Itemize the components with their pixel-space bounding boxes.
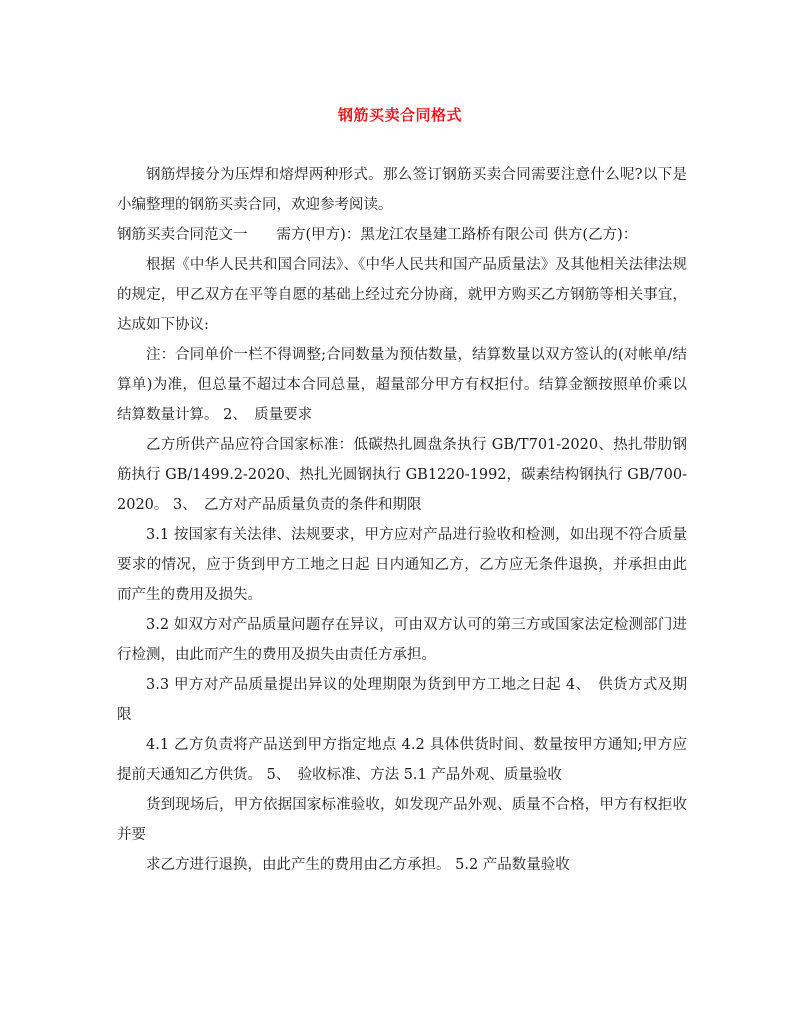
paragraph-clause-3-3: 3.3 甲方对产品质量提出异议的处理期限为货到甲方工地之日起 4、 供货方式及期限 <box>117 677 687 723</box>
document-body <box>117 160 687 880</box>
paragraph-intro: 钢筋焊接分为压焊和熔焊两种形式。那么签订钢筋买卖合同需要注意什么呢?以下是小编整理的钢筋买卖合同，欢迎参考阅读。 <box>117 167 687 213</box>
paragraph-parties: 钢筋买卖合同范文一 需方(甲方)：黑龙江农垦建工路桥有限公司 供方(乙方)： <box>117 227 638 243</box>
paragraph-clause-3-2: 3.2 如双方对产品质量问题存在异议，可由双方认可的第三方或国家法定检测部门进行检测，由此而产生的费用及损失由责任方承担。 <box>117 617 687 663</box>
paragraph-quality-standard: 乙方所供产品应符合国家标准：低碳热扎圆盘条执行 GB/T701-2020、热扎带肋钢筋执行 GB/1499.2-2020、热扎光圆钢执行 GB1220-1992，碳素结构钢执行 GB/700-2020。 3、 乙方对产品质量负责的条件和期限 <box>117 437 687 513</box>
paragraph-clause-3-1: 3.1 按国家有关法律、法规要求，甲方应对产品进行验收和检测，如出现不符合质量要求的情况，应于货到甲方工地之日起 日内通知乙方，乙方应无条件退换，并承担由此而产生的费用及损失。 <box>117 527 687 603</box>
paragraph-legal-basis: 根据《中华人民共和国合同法》、《中华人民共和国产品质量法》及其他相关法律法规的规定，甲乙双方在平等自愿的基础上经过充分协商，就甲方购买乙方钢筋等相关事宜，达成如下协议: <box>117 257 687 333</box>
document-title: 钢筋买卖合同格式 <box>337 106 462 124</box>
paragraph-return: 求乙方进行退换，由此产生的费用由乙方承担。 5.2 产品数量验收 <box>146 857 570 873</box>
paragraph-clause-4-1: 4.1 乙方负责将产品送到甲方指定地点 4.2 具体供货时间、数量按甲方通知;甲方应提前天通知乙方供货。 5、 验收标准、方法 5.1 产品外观、质量验收 <box>117 737 687 783</box>
paragraph-note-price: 注：合同单价一栏不得调整;合同数量为预估数量，结算数量以双方签认的(对帐单/结算单)为准，但总量不超过本合同总量，超量部分甲方有权拒付。结算金额按照单价乘以结算数量计算。 2、 质量要求 <box>117 347 687 423</box>
paragraph-acceptance: 货到现场后，甲方依据国家标准验收，如发现产品外观、质量不合格，甲方有权拒收并要 <box>117 797 687 843</box>
